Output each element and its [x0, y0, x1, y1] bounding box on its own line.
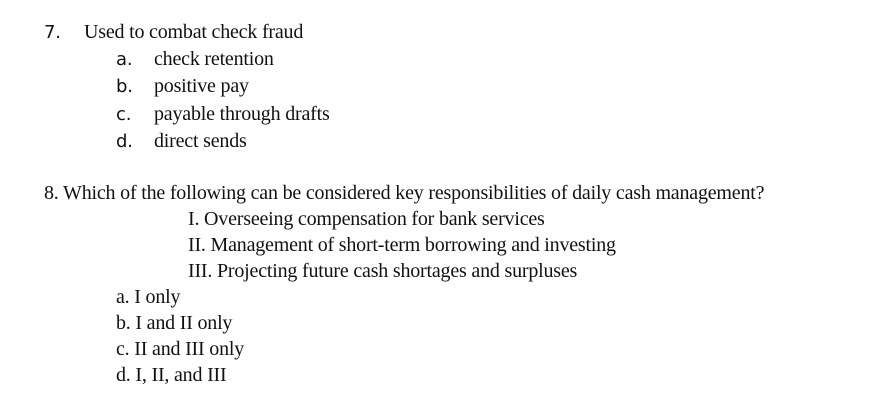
option-letter: d. [116, 131, 133, 152]
option-text: direct sends [154, 130, 247, 152]
option-text: I, II, and III [135, 364, 227, 386]
option-text: I and II only [135, 312, 233, 334]
question-8-option-c [116, 336, 244, 362]
question-7-stem-line [44, 19, 303, 46]
option-letter: b. [116, 76, 133, 97]
question-8-statement-1: I. Overseeing compensation for bank services [188, 208, 545, 230]
option-letter: c. [116, 338, 130, 360]
option-letter: b. [116, 312, 131, 334]
question-7-option-d [116, 128, 247, 155]
option-text: II and III only [134, 338, 245, 360]
option-text: check retention [154, 48, 274, 70]
option-text: I only [134, 286, 181, 308]
question-8-option-d [116, 362, 226, 388]
question-7-option-b [116, 73, 249, 100]
option-text: positive pay [154, 75, 249, 97]
question-8-stem: 8. Which of the following can be considered key responsibilities of daily cash management? [44, 182, 765, 204]
option-text: payable through drafts [154, 103, 330, 125]
question-7-option-a [116, 46, 274, 73]
question-8-statement-2: II. Management of short-term borrowing and investing [188, 234, 616, 256]
question-8-option-b [116, 310, 232, 336]
option-letter: a. [116, 286, 130, 308]
option-letter: c. [116, 104, 132, 125]
question-8-statement-3: III. Projecting future cash shortages and surpluses [188, 260, 578, 282]
question-8-option-a [116, 284, 180, 310]
option-letter: a. [116, 49, 133, 70]
question-7-number: 7. [44, 22, 61, 43]
question-7-option-c [116, 101, 330, 128]
option-letter: d. [116, 364, 131, 386]
question-7-stem: Used to combat check fraud [84, 21, 304, 43]
